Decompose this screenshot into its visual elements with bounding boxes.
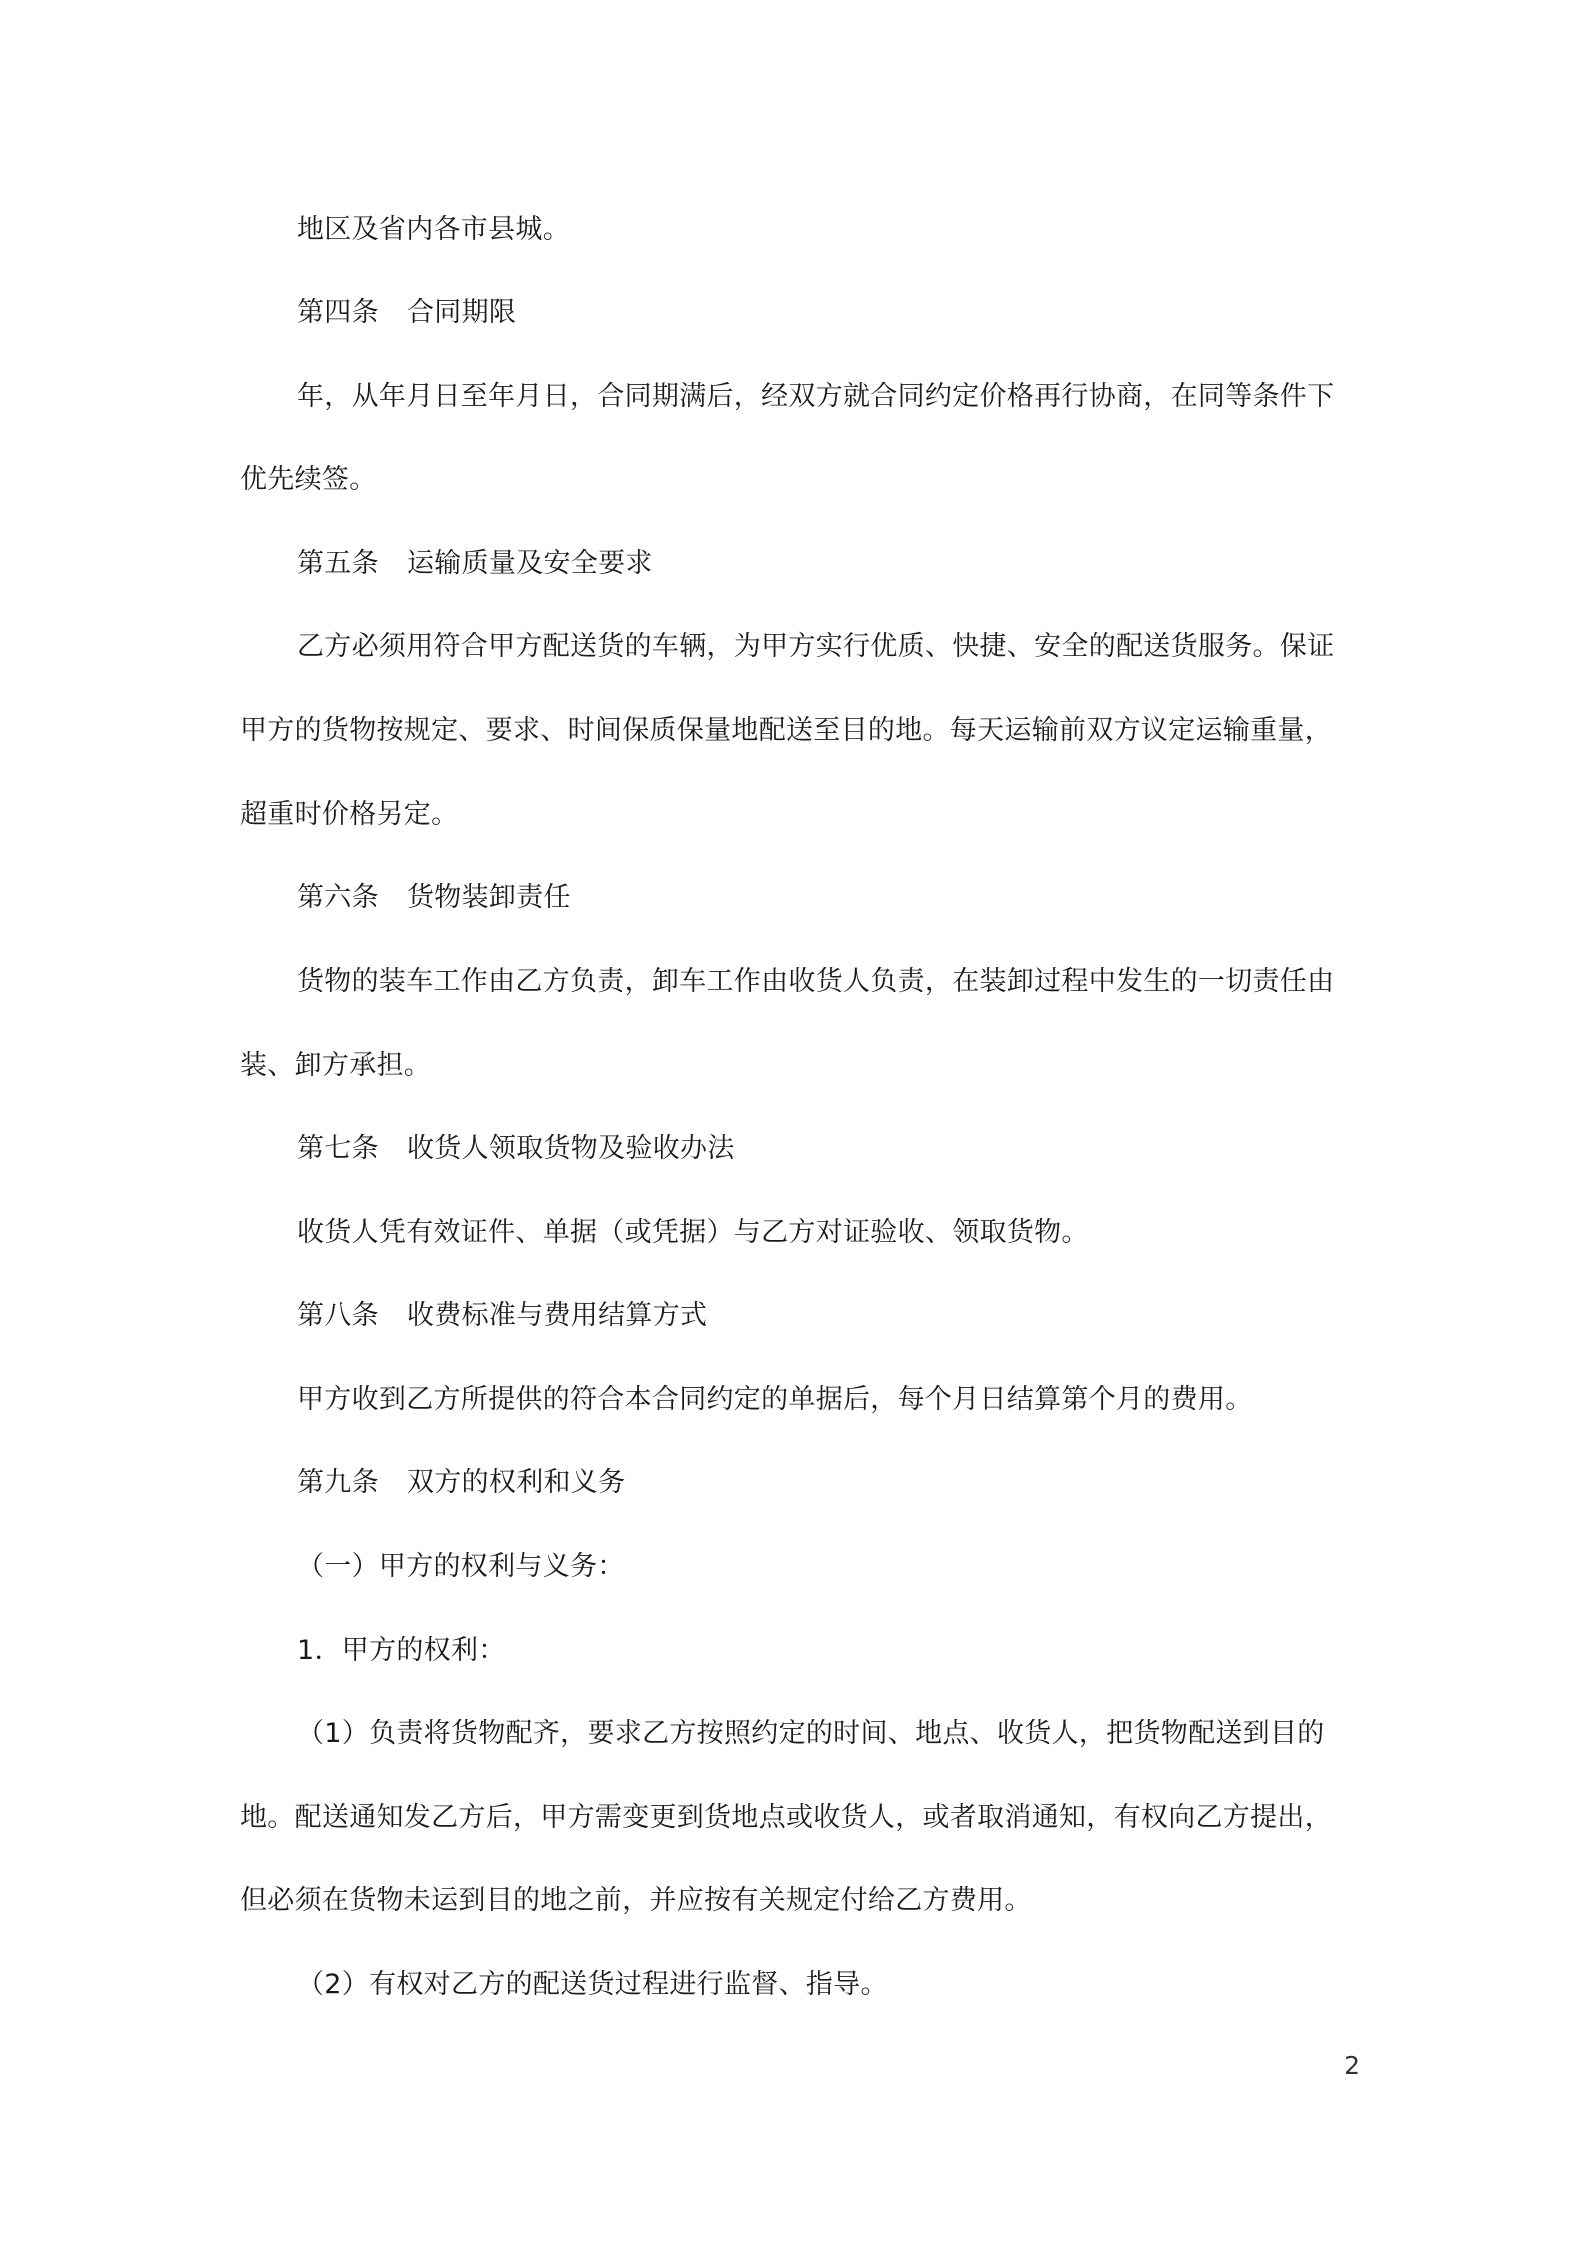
paragraph-line: 但必须在货物未运到目的地之前，并应按有关规定付给乙方费用。 <box>240 1885 1032 1916</box>
paragraph-line: 优先续签。 <box>240 464 377 495</box>
article-title: 运输质量及安全要求 <box>407 548 653 579</box>
article-title: 货物装卸责任 <box>407 882 571 913</box>
article-number: 第四条 <box>297 297 379 328</box>
article-title: 收费标准与费用结算方式 <box>407 1300 708 1331</box>
paragraph-line: 甲方的货物按规定、要求、时间保质保量地配送至目的地。每天运输前双方议定运输重量， <box>240 715 1332 746</box>
paragraph-line: 装、卸方承担。 <box>240 1050 432 1081</box>
article-title: 合同期限 <box>407 297 517 328</box>
paragraph-line: 收货人凭有效证件、单据（或凭据）与乙方对证验收、领取货物。 <box>297 1217 1089 1248</box>
article-heading-4 <box>297 293 1360 333</box>
paragraph-line: 甲方收到乙方所提供的符合本合同约定的单据后，每个月日结算第个月的费用。 <box>297 1384 1253 1415</box>
article-number: 第八条 <box>297 1300 379 1331</box>
paragraph-line: 货物的装车工作由乙方负责，卸车工作由收货人负责，在装卸过程中发生的一切责任由 <box>297 966 1335 997</box>
article-heading-9 <box>297 1463 1360 1503</box>
paragraph-line: 地。配送通知发乙方后，甲方需变更到货地点或收货人，或者取消通知，有权向乙方提出， <box>240 1802 1332 1833</box>
article-heading-8 <box>297 1296 1360 1336</box>
article-heading-5 <box>297 544 1360 584</box>
paragraph-line: 地区及省内各市县城。 <box>297 214 570 245</box>
paragraph-line: （1）负责将货物配齐，要求乙方按照约定的时间、地点、收货人，把货物配送到目的 <box>297 1718 1325 1749</box>
subsection-heading: 1．甲方的权利： <box>297 1635 506 1666</box>
paragraph-line: 超重时价格另定。 <box>240 799 459 830</box>
article-title: 收货人领取货物及验收办法 <box>407 1133 735 1164</box>
paragraph-line: 乙方必须用符合甲方配送货的车辆，为甲方实行优质、快捷、安全的配送货服务。保证 <box>297 631 1335 662</box>
paragraph-line: 年，从年月日至年月日，合同期满后，经双方就合同约定价格再行协商，在同等条件下 <box>297 381 1335 412</box>
paragraph-line: （2）有权对乙方的配送货过程进行监督、指导。 <box>297 1969 888 2000</box>
article-heading-6 <box>297 878 1360 918</box>
article-number: 第七条 <box>297 1133 379 1164</box>
article-number: 第六条 <box>297 882 379 913</box>
article-number: 第九条 <box>297 1467 379 1498</box>
article-title: 双方的权利和义务 <box>407 1467 626 1498</box>
article-number: 第五条 <box>297 548 379 579</box>
page-number: 2 <box>1344 2051 1360 2080</box>
article-heading-7 <box>297 1129 1360 1169</box>
section-heading: （一）甲方的权利与义务： <box>297 1551 625 1582</box>
